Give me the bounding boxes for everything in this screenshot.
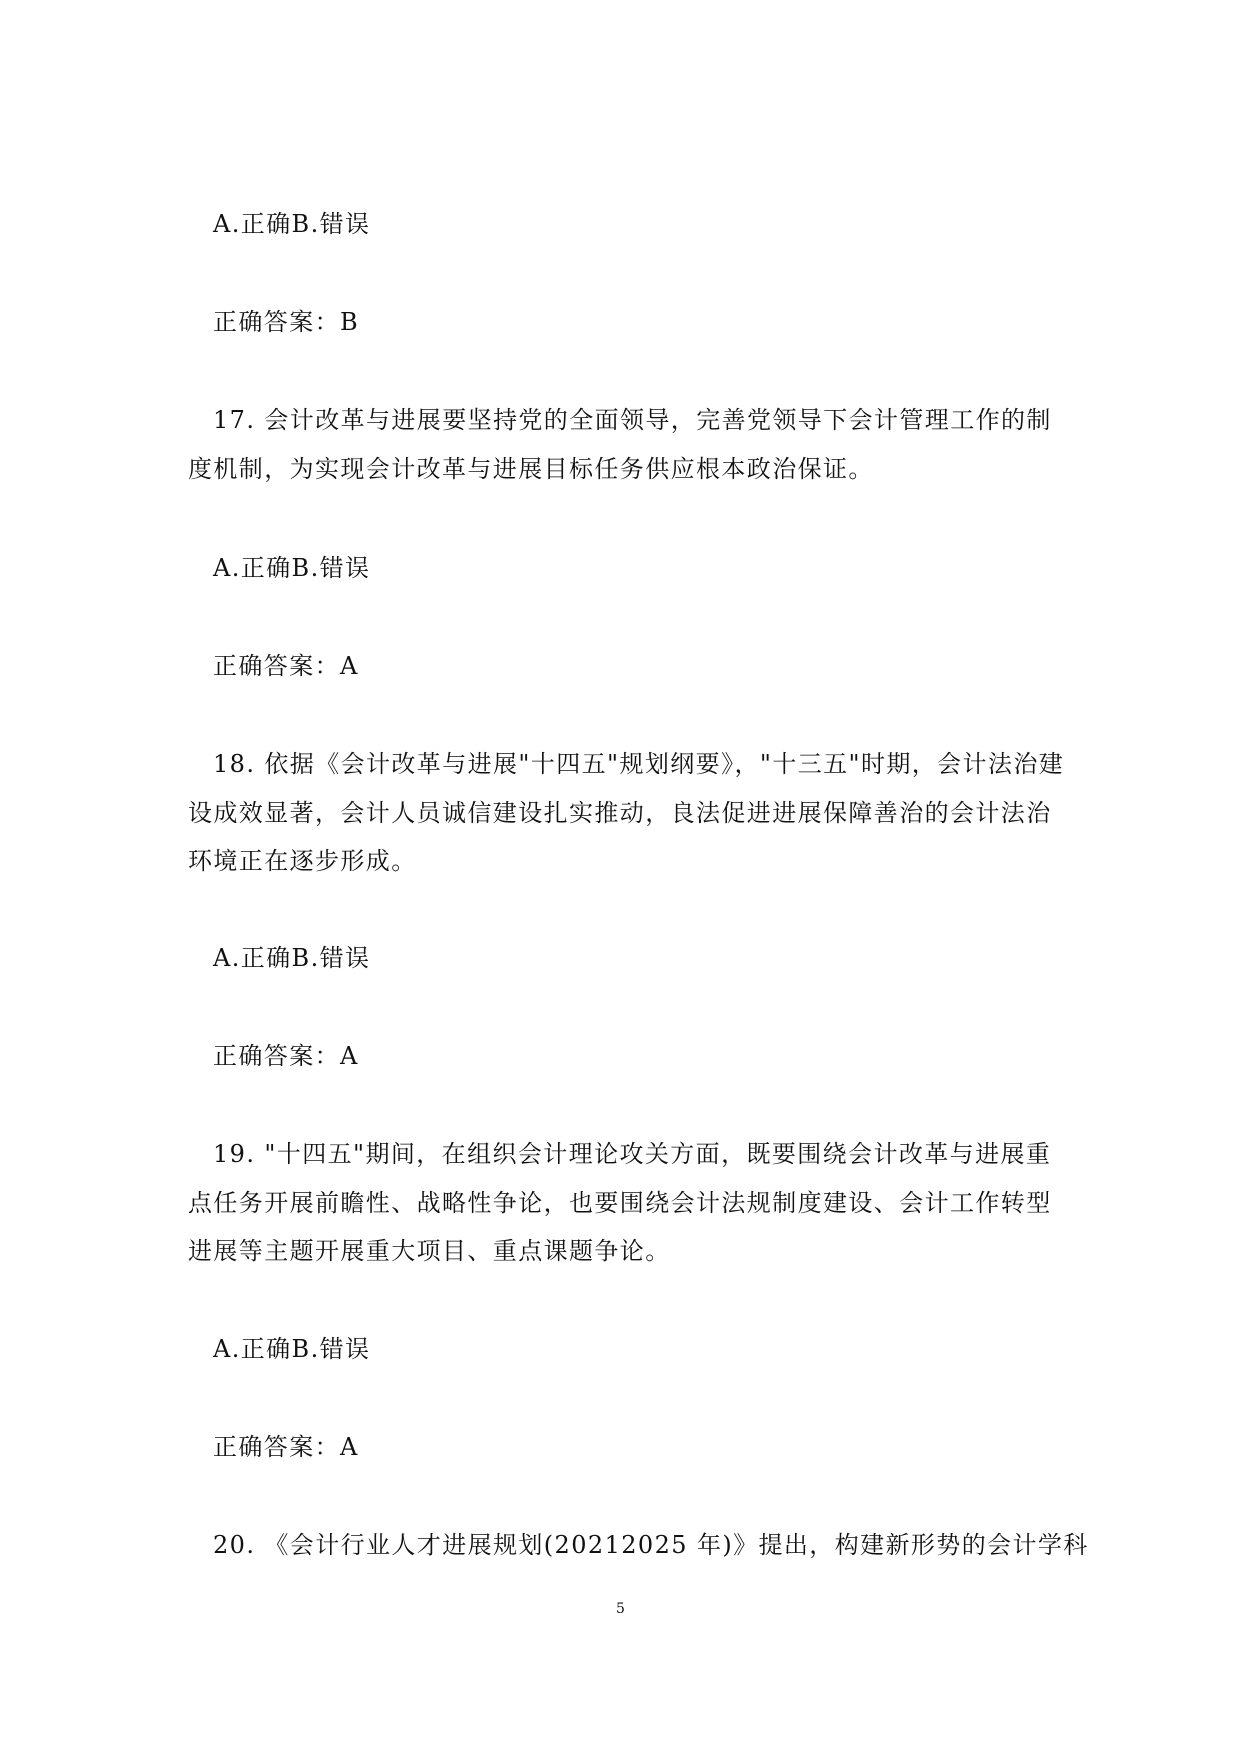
question-18-line-1: 18. 依据《会计改革与进展"十四五"规划纲要》，"十三五"时期，会计法治建 [213,750,1065,778]
page-number: 5 [616,1601,625,1617]
correct-answer: 正确答案：A [213,652,359,680]
correct-answer: 正确答案：A [213,1433,359,1461]
question-17-line-1: 17. 会计改革与进展要坚持党的全面领导，完善党领导下会计管理工作的制 [213,406,1052,434]
question-20-line-1: 20. 《会计行业人才进展规划(20212025 年)》提出，构建新形势的会计学科 [213,1531,1089,1559]
question-18-line-2: 设成效显著，会计人员诚信建设扎实推动，良法促进进展保障善治的会计法治 [188,799,1052,827]
question-17-line-2: 度机制，为实现会计改革与进展目标任务供应根本政治保证。 [188,455,874,483]
answer-options: A.正确B.错误 [213,1335,371,1363]
correct-answer: 正确答案：A [213,1042,359,1070]
answer-options: A.正确B.错误 [213,554,371,582]
answer-options: A.正确B.错误 [213,944,371,972]
question-18-line-3: 环境正在逐步形成。 [188,847,417,875]
correct-answer: 正确答案：B [213,308,360,336]
question-19-line-2: 点任务开展前瞻性、战略性争论，也要围绕会计法规制度建设、会计工作转型 [188,1189,1052,1217]
question-19-line-1: 19. "十四五"期间，在组织会计理论攻关方面，既要围绕会计改革与进展重 [213,1140,1052,1168]
answer-options: A.正确B.错误 [213,210,371,238]
question-19-line-3: 进展等主题开展重大项目、重点课题争论。 [188,1237,671,1265]
